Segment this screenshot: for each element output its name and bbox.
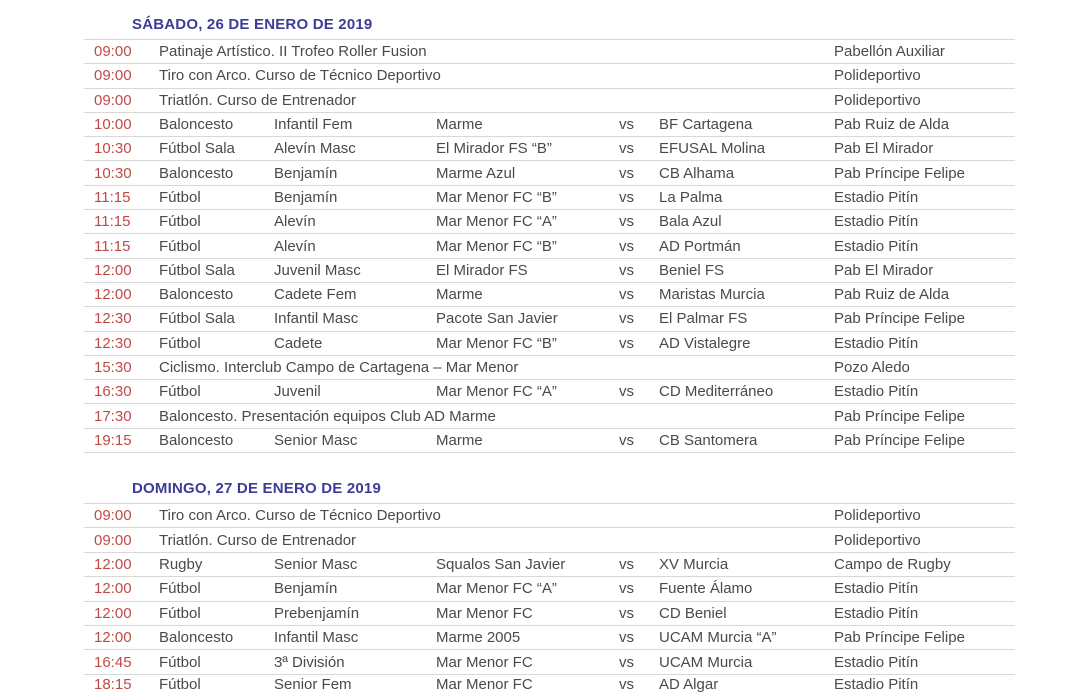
vs-label: vs xyxy=(619,675,634,693)
schedule-document xyxy=(84,10,1015,699)
match-row xyxy=(84,675,1015,699)
match-row xyxy=(84,137,1015,161)
vs-label: vs xyxy=(619,261,634,279)
event-sport: Baloncesto xyxy=(159,164,234,182)
vs-label: vs xyxy=(619,556,634,574)
away-team: Beniel FS xyxy=(659,261,725,279)
home-team: El Mirador FS “B” xyxy=(436,140,552,158)
event-venue: Pab Ruiz de Alda xyxy=(834,286,950,304)
event-category: Senior Masc xyxy=(274,431,358,449)
event-time: 11:15 xyxy=(94,188,131,206)
away-team: BF Cartagena xyxy=(659,116,753,134)
event-time: 09:00 xyxy=(94,531,132,549)
away-team: AD Vistalegre xyxy=(659,334,751,352)
event-sport: Fútbol xyxy=(159,653,201,671)
away-team: El Palmar FS xyxy=(659,310,748,328)
vs-label: vs xyxy=(619,383,634,401)
section-date-title: SÁBADO, 26 DE ENERO DE 2019 xyxy=(84,10,1015,40)
event-time: 12:00 xyxy=(94,556,132,574)
event-time: 12:00 xyxy=(94,580,132,598)
event-time: 12:30 xyxy=(94,310,132,328)
match-row xyxy=(84,161,1015,185)
event-time: 10:00 xyxy=(94,116,132,134)
event-category: Prebenjamín xyxy=(274,604,360,622)
event-category: Alevín xyxy=(274,237,316,255)
event-sport: Rugby xyxy=(159,556,203,574)
event-venue: Estadio Pitín xyxy=(834,213,919,231)
event-time: 10:30 xyxy=(94,164,132,182)
event-sport: Fútbol xyxy=(159,334,201,352)
home-team: Mar Menor FC xyxy=(436,675,533,693)
away-team: CD Mediterráneo xyxy=(659,383,774,401)
event-venue: Estadio Pitín xyxy=(834,188,919,206)
away-team: CB Alhama xyxy=(659,164,735,182)
event-time: 11:15 xyxy=(94,237,131,255)
event-sport: Fútbol xyxy=(159,213,201,231)
vs-label: vs xyxy=(619,580,634,598)
event-category: Cadete Fem xyxy=(274,286,357,304)
event-venue: Pab Ruiz de Alda xyxy=(834,116,950,134)
event-time: 09:00 xyxy=(94,507,132,525)
event-time: 17:30 xyxy=(94,407,132,425)
match-row xyxy=(84,602,1015,626)
event-sport: Baloncesto xyxy=(159,629,234,647)
event-time: 15:30 xyxy=(94,359,132,376)
event-sport: Fútbol xyxy=(159,383,201,401)
event-venue: Estadio Pitín xyxy=(834,604,919,622)
away-team: CB Santomera xyxy=(659,431,758,449)
away-team: XV Murcia xyxy=(659,556,729,574)
event-category: Alevín xyxy=(274,213,316,231)
match-row xyxy=(84,626,1015,650)
event-venue: Pabellón Auxiliar xyxy=(834,43,945,61)
event-venue: Pab El Mirador xyxy=(834,140,934,158)
event-venue: Polideportivo xyxy=(834,67,921,85)
event-venue: Polideportivo xyxy=(834,531,921,549)
event-sport: Fútbol xyxy=(159,675,201,693)
match-row xyxy=(84,577,1015,601)
event-description: Patinaje Artístico. II Trofeo Roller Fusion xyxy=(159,43,427,61)
away-team: UCAM Murcia xyxy=(659,653,753,671)
event-venue: Pab Príncipe Felipe xyxy=(834,407,965,425)
event-row xyxy=(84,504,1015,528)
event-description: Triatlón. Curso de Entrenador xyxy=(159,91,357,109)
event-time: 19:15 xyxy=(94,431,132,449)
vs-label: vs xyxy=(619,310,634,328)
event-category: Infantil Masc xyxy=(274,310,359,328)
event-sport: Fútbol xyxy=(159,237,201,255)
away-team: La Palma xyxy=(659,188,723,206)
event-time: 10:30 xyxy=(94,140,132,158)
vs-label: vs xyxy=(619,629,634,647)
match-row xyxy=(84,307,1015,331)
event-category: Benjamín xyxy=(274,580,338,598)
home-team: Pacote San Javier xyxy=(436,310,558,328)
event-venue: Estadio Pitín xyxy=(834,580,919,598)
home-team: Marme xyxy=(436,286,483,304)
day-section xyxy=(84,474,1015,699)
match-row xyxy=(84,650,1015,674)
match-row xyxy=(84,186,1015,210)
event-time: 09:00 xyxy=(94,91,132,109)
event-row xyxy=(84,40,1015,64)
match-row xyxy=(84,283,1015,307)
event-venue: Estadio Pitín xyxy=(834,383,919,401)
event-category: Infantil Fem xyxy=(274,116,353,134)
vs-label: vs xyxy=(619,213,634,231)
vs-label: vs xyxy=(619,604,634,622)
home-team: Squalos San Javier xyxy=(436,556,566,574)
match-row xyxy=(84,380,1015,404)
vs-label: vs xyxy=(619,116,634,134)
vs-label: vs xyxy=(619,334,634,352)
event-venue: Pab Príncipe Felipe xyxy=(834,164,965,182)
event-venue: Estadio Pitín xyxy=(834,237,919,255)
event-sport: Fútbol Sala xyxy=(159,261,235,279)
vs-label: vs xyxy=(619,188,634,206)
day-section xyxy=(84,10,1015,453)
event-venue: Pab Príncipe Felipe xyxy=(834,310,965,328)
event-category: Senior Masc xyxy=(274,556,358,574)
away-team: CD Beniel xyxy=(659,604,727,622)
home-team: Mar Menor FC “B” xyxy=(436,188,557,206)
event-time: 12:00 xyxy=(94,604,132,622)
home-team: Mar Menor FC xyxy=(436,604,533,622)
event-sport: Fútbol xyxy=(159,604,201,622)
home-team: Mar Menor FC “A” xyxy=(436,213,557,231)
event-venue: Pozo Aledo xyxy=(834,359,910,376)
away-team: Bala Azul xyxy=(659,213,722,231)
event-row xyxy=(84,89,1015,113)
event-row xyxy=(84,404,1015,428)
vs-label: vs xyxy=(619,431,634,449)
away-team: EFUSAL Molina xyxy=(659,140,766,158)
away-team: AD Portmán xyxy=(659,237,741,255)
home-team: Mar Menor FC “B” xyxy=(436,334,557,352)
event-sport: Baloncesto xyxy=(159,431,234,449)
vs-label: vs xyxy=(619,140,634,158)
event-sport: Fútbol Sala xyxy=(159,310,235,328)
match-row xyxy=(84,332,1015,356)
event-venue: Estadio Pitín xyxy=(834,653,919,671)
event-category: Benjamín xyxy=(274,188,338,206)
event-description: Triatlón. Curso de Entrenador xyxy=(159,531,357,549)
home-team: Mar Menor FC “B” xyxy=(436,237,557,255)
vs-label: vs xyxy=(619,164,634,182)
home-team: Marme xyxy=(436,431,483,449)
match-row xyxy=(84,259,1015,283)
home-team: Marme Azul xyxy=(436,164,516,182)
home-team: Mar Menor FC “A” xyxy=(436,580,557,598)
vs-label: vs xyxy=(619,286,634,304)
event-venue: Estadio Pitín xyxy=(834,334,919,352)
match-row xyxy=(84,553,1015,577)
event-category: Juvenil xyxy=(274,383,321,401)
event-category: Senior Fem xyxy=(274,675,352,693)
section-date-title: DOMINGO, 27 DE ENERO DE 2019 xyxy=(84,474,1015,504)
event-time: 09:00 xyxy=(94,67,132,85)
home-team: Mar Menor FC xyxy=(436,653,533,671)
event-sport: Fútbol xyxy=(159,580,201,598)
event-category: Infantil Masc xyxy=(274,629,359,647)
event-time: 12:00 xyxy=(94,261,132,279)
event-category: Alevín Masc xyxy=(274,140,356,158)
event-sport: Baloncesto xyxy=(159,286,234,304)
event-time: 18:15 xyxy=(94,675,132,693)
home-team: Mar Menor FC “A” xyxy=(436,383,557,401)
event-row xyxy=(84,528,1015,552)
event-row xyxy=(84,356,1015,380)
match-row xyxy=(84,210,1015,234)
home-team: Marme 2005 xyxy=(436,629,521,647)
event-row xyxy=(84,64,1015,88)
event-time: 12:00 xyxy=(94,286,132,304)
event-venue: Pab El Mirador xyxy=(834,261,934,279)
section-gap xyxy=(84,453,1015,474)
event-time: 16:45 xyxy=(94,653,132,671)
event-venue: Pab Príncipe Felipe xyxy=(834,431,965,449)
event-description: Tiro con Arco. Curso de Técnico Deportivo xyxy=(159,67,441,85)
match-row xyxy=(84,113,1015,137)
event-category: 3ª División xyxy=(274,653,345,671)
event-description: Ciclismo. Interclub Campo de Cartagena – Mar Menor xyxy=(159,359,519,376)
away-team: Fuente Álamo xyxy=(659,580,753,598)
event-description: Baloncesto. Presentación equipos Club AD Marme xyxy=(159,407,496,425)
event-time: 12:30 xyxy=(94,334,132,352)
event-category: Benjamín xyxy=(274,164,338,182)
event-venue: Polideportivo xyxy=(834,507,921,525)
event-venue: Pab Príncipe Felipe xyxy=(834,629,965,647)
event-sport: Baloncesto xyxy=(159,116,234,134)
home-team: Marme xyxy=(436,116,483,134)
vs-label: vs xyxy=(619,237,634,255)
vs-label: vs xyxy=(619,653,634,671)
event-time: 09:00 xyxy=(94,43,132,61)
home-team: El Mirador FS xyxy=(436,261,528,279)
event-time: 12:00 xyxy=(94,629,132,647)
event-sport: Fútbol Sala xyxy=(159,140,235,158)
away-team: AD Algar xyxy=(659,675,719,693)
away-team: UCAM Murcia “A” xyxy=(659,629,777,647)
match-row xyxy=(84,234,1015,258)
event-category: Juvenil Masc xyxy=(274,261,361,279)
event-venue: Estadio Pitín xyxy=(834,675,919,693)
event-venue: Campo de Rugby xyxy=(834,556,951,574)
event-venue: Polideportivo xyxy=(834,91,921,109)
event-time: 11:15 xyxy=(94,213,131,231)
away-team: Maristas Murcia xyxy=(659,286,765,304)
event-category: Cadete xyxy=(274,334,323,352)
event-sport: Fútbol xyxy=(159,188,201,206)
event-time: 16:30 xyxy=(94,383,132,401)
event-description: Tiro con Arco. Curso de Técnico Deportivo xyxy=(159,507,441,525)
match-row xyxy=(84,429,1015,453)
